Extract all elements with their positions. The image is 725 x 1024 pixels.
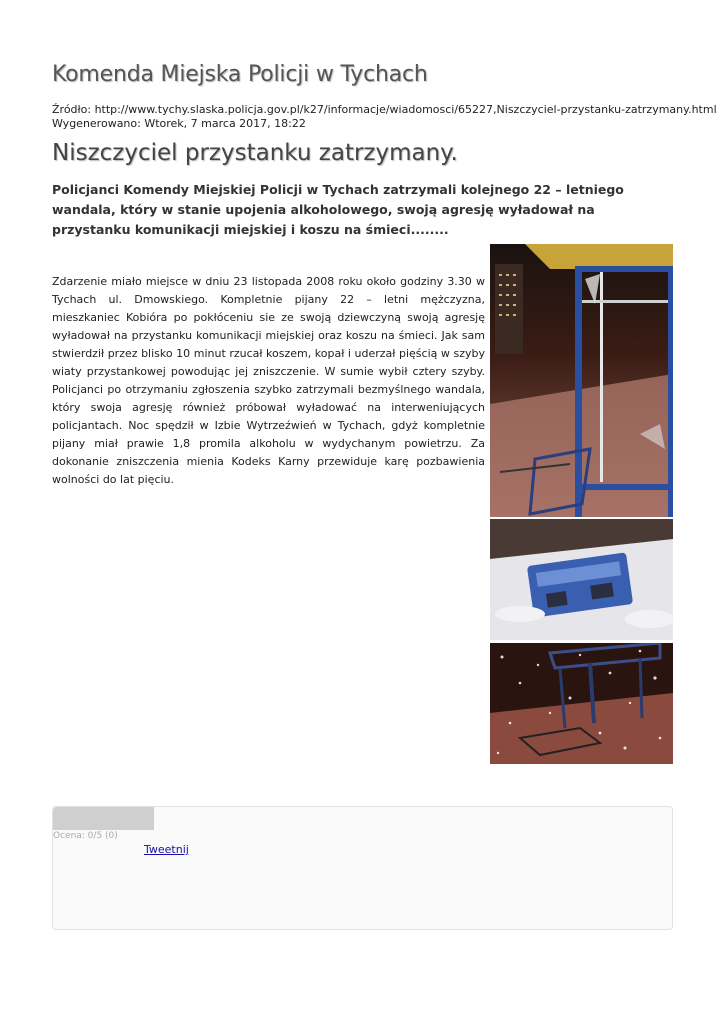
rating-box <box>52 806 673 930</box>
generated-line: Wygenerowano: Wtorek, 7 marca 2017, 18:22 <box>52 117 306 130</box>
photo-broken-bin <box>490 519 673 640</box>
article-lead: Policjanci Komendy Miejskiej Policji w Tychach zatrzymali kolejnego 22 – letniego wandala, który w stanie upojenia alkoholowego, swoją agresję wyładował na przystanku komunikacji miejskiej i koszu na śmieci........ <box>52 182 624 237</box>
meta-info <box>52 103 717 131</box>
photo-bus-shelter <box>490 244 673 517</box>
rating-text: Ocena: 0/5 (0) <box>53 831 118 841</box>
article-body: Zdarzenie miało miejsce w dniu 23 listopada 2008 roku około godziny 3.30 w Tychach ul. Dmowskiego. Kompletnie pijany 22 – letni mężczyzna, mieszkaniec Kobióra po pokłóceniu sie ze swoją dziewczyną swoją agresję wyładował na przystanku komunikacji miejskiej oraz koszu na śmieci. Jak sam stwierdził przez blisko 10 minut rzucał koszem, kopał i uderzał pięścią w szyby wiaty przystankowej powodując jej zniszczenie. W sumie wybił cztery szyby. Policjanci po otrzymaniu zgłoszenia szybko zatrzymali bezmyślnego wandala, który swoja agresję również próbował wyładować na interweniujących policjantach. Noc spędził w Izbie Wytrzeźwień w Tychach, gdyż kompletnie pijany miał prawie 1,8 promila alkoholu w wydychanym powietrzu. Za dokonanie zniszczenia mienia Kodeks Karny przewiduje karę pozbawienia wolności do lat pięciu. <box>52 275 485 486</box>
rating-bar[interactable] <box>53 807 154 830</box>
article-title: Niszczyciel przystanku zatrzymany. <box>52 140 458 166</box>
source-line: Źródło: http://www.tychy.slaska.policja.gov.pl/k27/informacje/wiadomosci/65227,Niszczyciel-przystanku-zatrzymany.html <box>52 103 717 116</box>
site-title: Komenda Miejska Policji w Tychach <box>52 62 428 87</box>
tweet-link[interactable]: Tweetnij <box>144 843 189 856</box>
photo-shelter-snowfall <box>490 643 673 764</box>
